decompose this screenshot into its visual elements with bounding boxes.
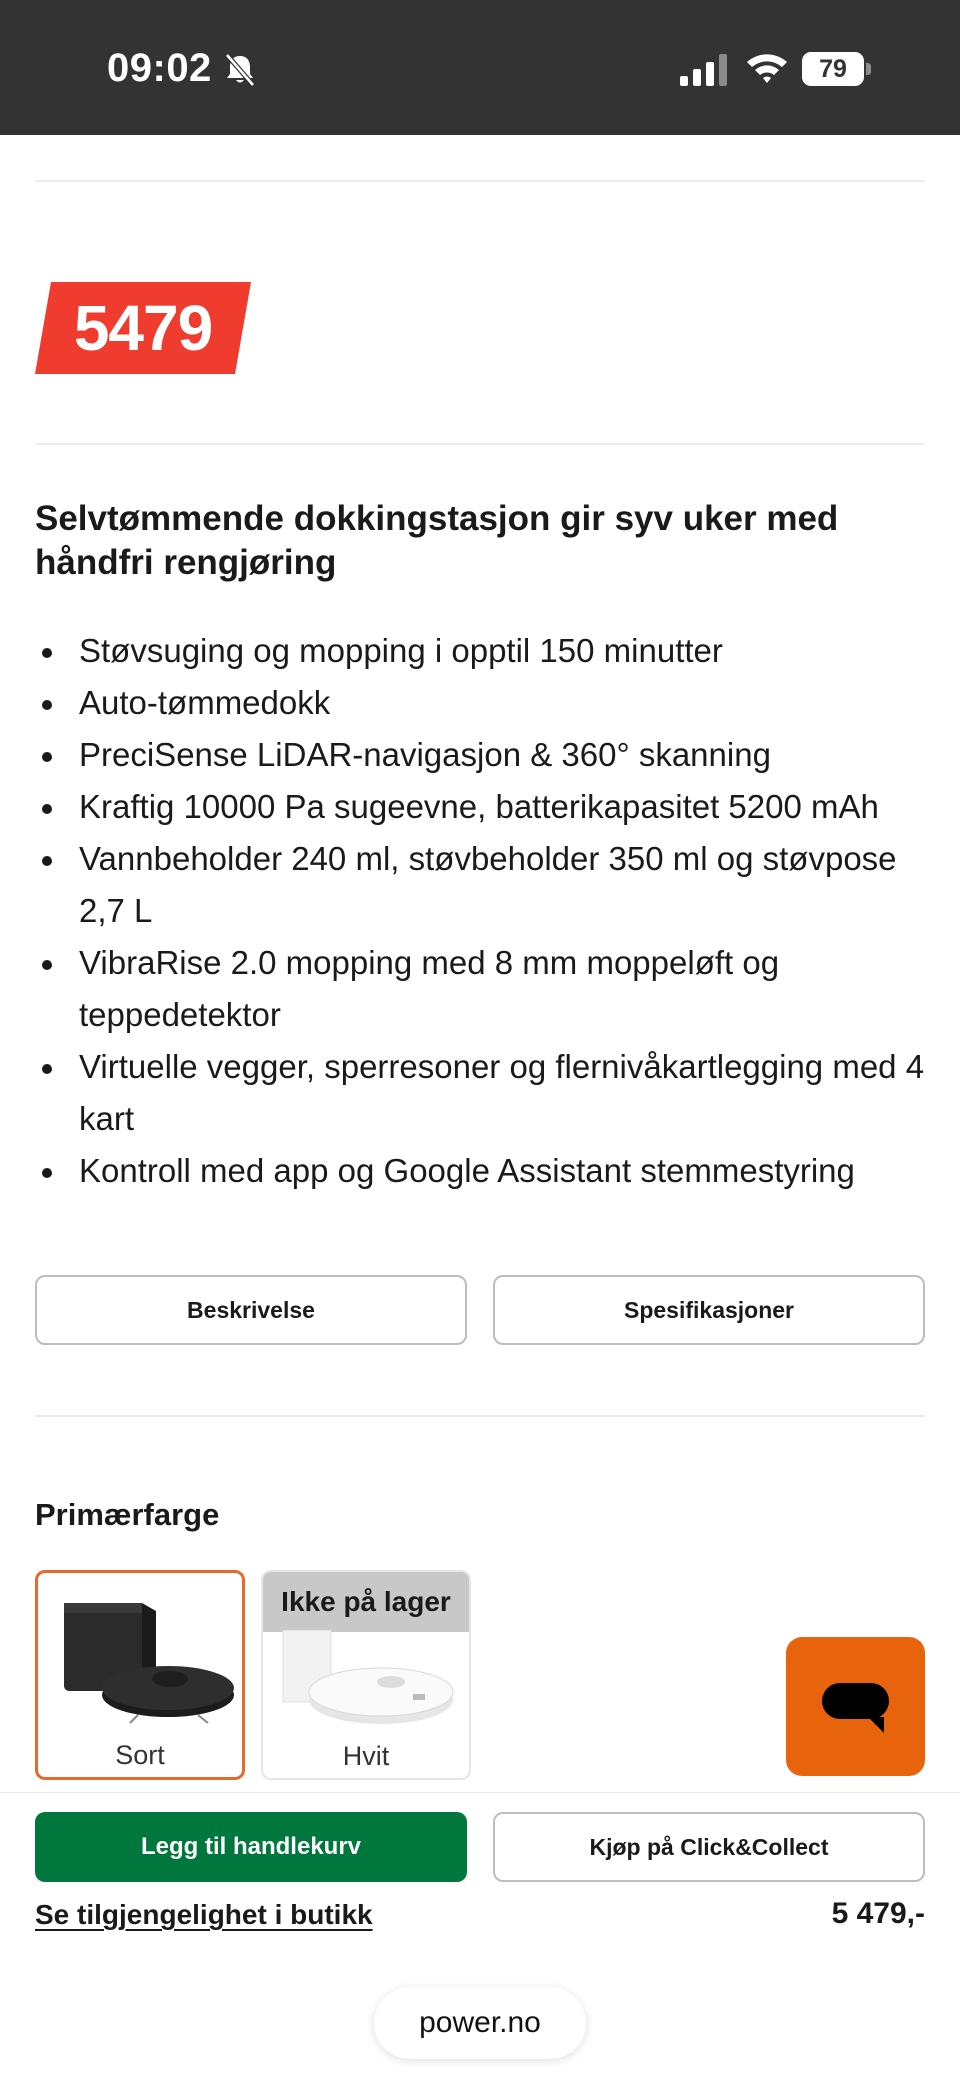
feature-item: PreciSense LiDAR-navigasjon & 360° skanning <box>35 729 925 781</box>
battery-cap <box>866 63 871 75</box>
color-option-black[interactable] <box>35 1570 245 1780</box>
out-of-stock-badge: Ikke på lager <box>263 1572 469 1632</box>
product-headline: Selvtømmende dokkingstasjon gir syv uker med håndfri rengjøring <box>35 499 839 582</box>
feature-item: Kontroll med app og Google Assistant stemmestyring <box>35 1145 925 1197</box>
feature-item: VibraRise 2.0 mopping med 8 mm moppeløft og teppedetektor <box>35 937 925 1041</box>
battery-icon <box>802 52 872 86</box>
feature-item: Kraftig 10000 Pa sugeevne, batterikapasitet 5200 mAh <box>35 781 925 833</box>
chat-button[interactable] <box>786 1637 925 1776</box>
description-button[interactable]: Beskrivelse <box>35 1275 467 1345</box>
bottom-action-bar <box>0 1792 960 2086</box>
click-collect-button[interactable]: Kjøp på Click&Collect <box>493 1812 925 1882</box>
robot-vacuum-white-image <box>263 1630 469 1750</box>
price-badge-value: 5479 <box>73 292 213 364</box>
bottom-price: 5 479,- <box>831 1897 925 1930</box>
feature-list <box>35 625 925 1197</box>
status-time: 09:02 <box>107 46 212 90</box>
battery-percentage: 79 <box>819 55 847 83</box>
status-bar <box>0 0 960 135</box>
bell-muted-icon <box>222 52 258 88</box>
divider <box>35 443 925 445</box>
color-option-label: Sort <box>115 1740 165 1770</box>
feature-item: Auto-tømmedokk <box>35 677 925 729</box>
chat-bubble-icon <box>818 1681 893 1737</box>
robot-vacuum-black-image <box>38 1573 242 1733</box>
specifications-button[interactable]: Spesifikasjoner <box>493 1275 925 1345</box>
feature-item: Støvsuging og mopping i opptil 150 minutter <box>35 625 925 677</box>
color-section-title: Primærfarge <box>35 1497 220 1532</box>
divider <box>35 180 925 182</box>
add-to-cart-button[interactable]: Legg til handlekurv <box>35 1812 467 1882</box>
cellular-signal-icon <box>680 54 730 86</box>
feature-item: Virtuelle vegger, sperresoner og flernivåkartlegging med 4 kart <box>35 1041 925 1145</box>
color-option-label: Hvit <box>342 1741 390 1771</box>
feature-item: Vannbeholder 240 ml, støvbeholder 350 ml og støvpose 2,7 L <box>35 833 925 937</box>
divider <box>35 1415 925 1417</box>
wifi-icon <box>745 50 789 86</box>
color-option-white[interactable] <box>261 1570 471 1780</box>
browser-url-bar[interactable]: power.no <box>374 1987 586 2059</box>
price-badge <box>35 282 251 374</box>
store-availability-link[interactable]: Se tilgjengelighet i butikk <box>35 1899 373 1930</box>
